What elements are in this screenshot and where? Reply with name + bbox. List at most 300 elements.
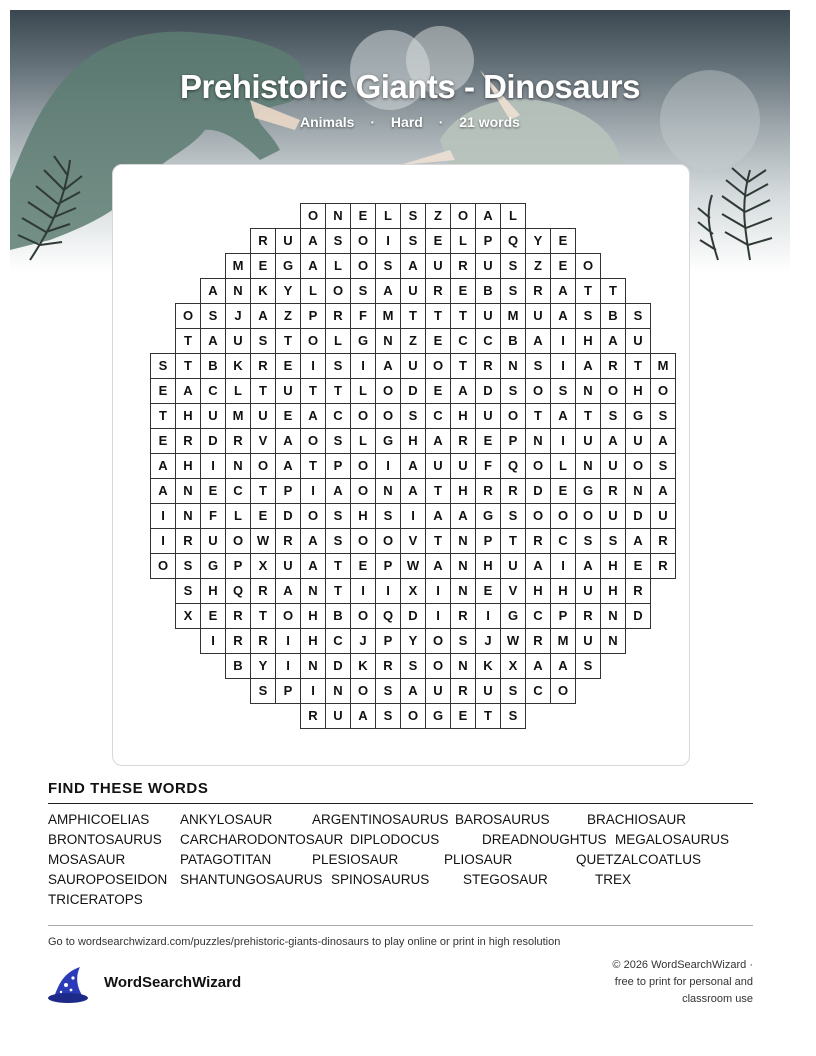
grid-cell[interactable]: A xyxy=(450,503,476,529)
grid-cell[interactable]: M xyxy=(550,628,576,654)
grid-cell[interactable]: T xyxy=(575,403,601,429)
grid-cell[interactable]: I xyxy=(300,678,326,704)
grid-cell[interactable]: T xyxy=(525,403,551,429)
grid-cell[interactable]: E xyxy=(475,578,501,604)
grid-cell[interactable]: A xyxy=(550,303,576,329)
grid-cell[interactable]: P xyxy=(475,228,501,254)
grid-cell[interactable]: N xyxy=(600,603,626,629)
grid-cell[interactable]: W xyxy=(250,528,276,554)
grid-cell[interactable]: A xyxy=(525,328,551,354)
grid-cell[interactable]: F xyxy=(475,453,501,479)
grid-cell[interactable]: A xyxy=(150,453,176,479)
grid-cell[interactable]: S xyxy=(400,403,426,429)
grid-cell[interactable]: M xyxy=(225,403,251,429)
grid-cell[interactable]: S xyxy=(500,278,526,304)
grid-cell[interactable]: R xyxy=(600,478,626,504)
grid-cell[interactable]: B xyxy=(200,353,226,379)
grid-cell[interactable]: N xyxy=(225,453,251,479)
grid-cell[interactable]: T xyxy=(250,603,276,629)
grid-cell[interactable]: S xyxy=(150,353,176,379)
grid-cell[interactable]: I xyxy=(550,353,576,379)
grid-cell[interactable]: A xyxy=(325,478,351,504)
grid-cell[interactable]: T xyxy=(425,478,451,504)
grid-cell[interactable]: C xyxy=(425,403,451,429)
grid-cell[interactable]: O xyxy=(525,378,551,404)
grid-cell[interactable]: H xyxy=(550,578,576,604)
grid-cell[interactable]: S xyxy=(575,303,601,329)
grid-cell[interactable]: L xyxy=(450,228,476,254)
grid-cell[interactable]: A xyxy=(175,378,201,404)
grid-cell[interactable]: A xyxy=(525,653,551,679)
grid-cell[interactable]: T xyxy=(600,278,626,304)
grid-cell[interactable]: D xyxy=(400,378,426,404)
grid-cell[interactable]: G xyxy=(425,703,451,729)
grid-cell[interactable]: U xyxy=(475,403,501,429)
grid-cell[interactable]: G xyxy=(500,603,526,629)
grid-cell[interactable]: I xyxy=(550,328,576,354)
grid-cell[interactable]: U xyxy=(275,553,301,579)
grid-cell[interactable]: R xyxy=(175,428,201,454)
grid-cell[interactable]: U xyxy=(225,328,251,354)
grid-cell[interactable]: H xyxy=(600,553,626,579)
grid-cell[interactable]: U xyxy=(275,378,301,404)
grid-cell[interactable]: S xyxy=(600,528,626,554)
grid-cell[interactable]: Q xyxy=(375,603,401,629)
grid-cell[interactable]: T xyxy=(175,353,201,379)
grid-cell[interactable]: T xyxy=(150,403,176,429)
grid-cell[interactable]: T xyxy=(300,453,326,479)
grid-cell[interactable]: E xyxy=(350,553,376,579)
grid-cell[interactable]: S xyxy=(650,403,676,429)
grid-cell[interactable]: S xyxy=(325,228,351,254)
grid-cell[interactable]: R xyxy=(425,278,451,304)
grid-cell[interactable]: R xyxy=(225,428,251,454)
grid-cell[interactable]: W xyxy=(500,628,526,654)
grid-cell[interactable]: P xyxy=(500,428,526,454)
grid-cell[interactable]: E xyxy=(200,478,226,504)
grid-cell[interactable]: A xyxy=(375,278,401,304)
grid-cell[interactable]: O xyxy=(350,603,376,629)
grid-cell[interactable]: U xyxy=(650,503,676,529)
grid-cell[interactable]: T xyxy=(250,478,276,504)
grid-cell[interactable]: R xyxy=(525,628,551,654)
grid-cell[interactable]: S xyxy=(500,378,526,404)
grid-cell[interactable]: R xyxy=(250,228,276,254)
grid-cell[interactable]: L xyxy=(500,203,526,229)
grid-cell[interactable]: O xyxy=(300,503,326,529)
grid-cell[interactable]: A xyxy=(425,553,451,579)
grid-cell[interactable]: S xyxy=(200,303,226,329)
grid-cell[interactable]: U xyxy=(575,628,601,654)
grid-cell[interactable]: S xyxy=(375,503,401,529)
grid-cell[interactable]: O xyxy=(325,278,351,304)
grid-cell[interactable]: L xyxy=(325,253,351,279)
grid-cell[interactable]: O xyxy=(350,403,376,429)
grid-cell[interactable]: S xyxy=(525,353,551,379)
grid-cell[interactable]: E xyxy=(425,228,451,254)
grid-cell[interactable]: H xyxy=(175,403,201,429)
grid-cell[interactable]: X xyxy=(500,653,526,679)
grid-cell[interactable]: R xyxy=(600,353,626,379)
grid-cell[interactable]: A xyxy=(300,228,326,254)
grid-cell[interactable]: E xyxy=(250,253,276,279)
grid-cell[interactable]: N xyxy=(375,328,401,354)
grid-cell[interactable]: P xyxy=(325,453,351,479)
grid-cell[interactable]: R xyxy=(450,603,476,629)
grid-cell[interactable]: I xyxy=(425,603,451,629)
grid-cell[interactable]: N xyxy=(300,653,326,679)
grid-cell[interactable]: R xyxy=(250,628,276,654)
grid-cell[interactable]: U xyxy=(200,403,226,429)
grid-cell[interactable]: S xyxy=(325,353,351,379)
grid-cell[interactable]: A xyxy=(600,328,626,354)
grid-cell[interactable]: S xyxy=(375,703,401,729)
grid-cell[interactable]: A xyxy=(300,253,326,279)
grid-cell[interactable]: O xyxy=(350,528,376,554)
grid-cell[interactable]: T xyxy=(400,303,426,329)
grid-cell[interactable]: I xyxy=(300,353,326,379)
grid-cell[interactable]: N xyxy=(450,653,476,679)
grid-cell[interactable]: S xyxy=(400,653,426,679)
grid-cell[interactable]: R xyxy=(275,528,301,554)
grid-cell[interactable]: K xyxy=(250,278,276,304)
grid-cell[interactable]: H xyxy=(300,603,326,629)
grid-cell[interactable]: E xyxy=(475,428,501,454)
grid-cell[interactable]: N xyxy=(625,478,651,504)
grid-cell[interactable]: E xyxy=(425,378,451,404)
grid-cell[interactable]: O xyxy=(375,528,401,554)
grid-cell[interactable]: I xyxy=(300,478,326,504)
grid-cell[interactable]: C xyxy=(550,528,576,554)
grid-cell[interactable]: O xyxy=(425,353,451,379)
grid-cell[interactable]: A xyxy=(425,503,451,529)
grid-cell[interactable]: S xyxy=(625,303,651,329)
grid-cell[interactable]: L xyxy=(225,378,251,404)
grid-cell[interactable]: C xyxy=(325,628,351,654)
grid-cell[interactable]: E xyxy=(275,353,301,379)
grid-cell[interactable]: A xyxy=(300,403,326,429)
grid-cell[interactable]: M xyxy=(225,253,251,279)
grid-cell[interactable]: B xyxy=(600,303,626,329)
grid-cell[interactable]: T xyxy=(450,353,476,379)
grid-cell[interactable]: T xyxy=(300,378,326,404)
grid-cell[interactable]: R xyxy=(300,703,326,729)
grid-cell[interactable]: U xyxy=(250,403,276,429)
grid-cell[interactable]: I xyxy=(200,453,226,479)
grid-cell[interactable]: B xyxy=(500,328,526,354)
grid-cell[interactable]: S xyxy=(250,328,276,354)
grid-cell[interactable]: E xyxy=(550,478,576,504)
grid-cell[interactable]: A xyxy=(425,428,451,454)
grid-cell[interactable]: A xyxy=(575,553,601,579)
grid-cell[interactable]: U xyxy=(600,453,626,479)
grid-cell[interactable]: H xyxy=(475,553,501,579)
grid-cell[interactable]: L xyxy=(375,203,401,229)
grid-cell[interactable]: N xyxy=(300,578,326,604)
grid-cell[interactable]: A xyxy=(475,203,501,229)
grid-cell[interactable]: E xyxy=(275,403,301,429)
grid-cell[interactable]: D xyxy=(400,603,426,629)
grid-cell[interactable]: O xyxy=(375,378,401,404)
grid-cell[interactable]: S xyxy=(375,253,401,279)
grid-cell[interactable]: E xyxy=(550,228,576,254)
grid-cell[interactable]: S xyxy=(575,528,601,554)
grid-cell[interactable]: J xyxy=(475,628,501,654)
grid-cell[interactable]: J xyxy=(350,628,376,654)
grid-cell[interactable]: R xyxy=(225,628,251,654)
grid-cell[interactable]: U xyxy=(625,428,651,454)
grid-cell[interactable]: A xyxy=(300,553,326,579)
grid-cell[interactable]: A xyxy=(550,403,576,429)
grid-cell[interactable]: R xyxy=(450,678,476,704)
grid-cell[interactable]: O xyxy=(350,453,376,479)
grid-cell[interactable]: O xyxy=(525,453,551,479)
grid-cell[interactable]: S xyxy=(575,653,601,679)
grid-cell[interactable]: O xyxy=(425,653,451,679)
grid-cell[interactable]: R xyxy=(250,353,276,379)
grid-cell[interactable]: U xyxy=(275,228,301,254)
grid-cell[interactable]: Q xyxy=(225,578,251,604)
grid-cell[interactable]: S xyxy=(500,703,526,729)
grid-cell[interactable]: U xyxy=(400,353,426,379)
grid-cell[interactable]: X xyxy=(250,553,276,579)
grid-cell[interactable]: D xyxy=(200,428,226,454)
grid-cell[interactable]: A xyxy=(600,428,626,454)
grid-cell[interactable]: A xyxy=(350,703,376,729)
grid-cell[interactable]: U xyxy=(425,253,451,279)
grid-cell[interactable]: R xyxy=(475,353,501,379)
grid-cell[interactable]: R xyxy=(225,603,251,629)
grid-cell[interactable]: Q xyxy=(500,228,526,254)
grid-cell[interactable]: Z xyxy=(275,303,301,329)
grid-cell[interactable]: E xyxy=(150,378,176,404)
grid-cell[interactable]: R xyxy=(525,278,551,304)
grid-cell[interactable]: A xyxy=(550,653,576,679)
grid-cell[interactable]: C xyxy=(450,328,476,354)
grid-cell[interactable]: E xyxy=(550,253,576,279)
grid-cell[interactable]: A xyxy=(375,353,401,379)
grid-cell[interactable]: I xyxy=(400,503,426,529)
grid-cell[interactable]: U xyxy=(425,453,451,479)
grid-cell[interactable]: U xyxy=(400,278,426,304)
grid-cell[interactable]: S xyxy=(650,453,676,479)
grid-cell[interactable]: R xyxy=(500,478,526,504)
grid-cell[interactable]: A xyxy=(300,528,326,554)
grid-cell[interactable]: H xyxy=(575,328,601,354)
grid-cell[interactable]: H xyxy=(400,428,426,454)
grid-cell[interactable]: D xyxy=(625,503,651,529)
grid-cell[interactable]: W xyxy=(400,553,426,579)
grid-cell[interactable]: N xyxy=(325,678,351,704)
grid-cell[interactable]: O xyxy=(350,678,376,704)
grid-cell[interactable]: A xyxy=(275,453,301,479)
grid-cell[interactable]: O xyxy=(225,528,251,554)
grid-cell[interactable]: Z xyxy=(400,328,426,354)
grid-cell[interactable]: S xyxy=(250,678,276,704)
grid-cell[interactable]: G xyxy=(375,428,401,454)
grid-cell[interactable]: R xyxy=(625,578,651,604)
grid-cell[interactable]: S xyxy=(500,678,526,704)
grid-cell[interactable]: L xyxy=(225,503,251,529)
grid-cell[interactable]: V xyxy=(400,528,426,554)
grid-cell[interactable]: P xyxy=(275,478,301,504)
grid-cell[interactable]: R xyxy=(450,428,476,454)
grid-cell[interactable]: A xyxy=(400,478,426,504)
grid-cell[interactable]: R xyxy=(575,603,601,629)
grid-cell[interactable]: N xyxy=(175,478,201,504)
grid-cell[interactable]: B xyxy=(225,653,251,679)
grid-cell[interactable]: L xyxy=(550,453,576,479)
grid-cell[interactable]: A xyxy=(200,328,226,354)
grid-cell[interactable]: V xyxy=(500,578,526,604)
grid-cell[interactable]: U xyxy=(575,428,601,454)
grid-cell[interactable]: U xyxy=(475,253,501,279)
grid-cell[interactable]: L xyxy=(350,428,376,454)
grid-cell[interactable]: O xyxy=(450,203,476,229)
grid-cell[interactable]: D xyxy=(475,378,501,404)
grid-cell[interactable]: D xyxy=(525,478,551,504)
grid-cell[interactable]: D xyxy=(325,653,351,679)
grid-cell[interactable]: H xyxy=(600,578,626,604)
grid-cell[interactable]: T xyxy=(475,703,501,729)
grid-cell[interactable]: S xyxy=(175,578,201,604)
grid-cell[interactable]: E xyxy=(150,428,176,454)
grid-cell[interactable]: R xyxy=(450,253,476,279)
grid-cell[interactable]: I xyxy=(350,578,376,604)
grid-cell[interactable]: A xyxy=(650,428,676,454)
grid-cell[interactable]: O xyxy=(250,453,276,479)
grid-cell[interactable]: U xyxy=(200,528,226,554)
grid-cell[interactable]: U xyxy=(600,503,626,529)
grid-cell[interactable]: A xyxy=(150,478,176,504)
grid-cell[interactable]: O xyxy=(350,228,376,254)
grid-cell[interactable]: Y xyxy=(250,653,276,679)
grid-cell[interactable]: I xyxy=(475,603,501,629)
grid-cell[interactable]: O xyxy=(625,453,651,479)
grid-cell[interactable]: N xyxy=(225,278,251,304)
grid-cell[interactable]: E xyxy=(250,503,276,529)
grid-cell[interactable]: L xyxy=(350,378,376,404)
grid-cell[interactable]: T xyxy=(425,528,451,554)
grid-cell[interactable]: H xyxy=(450,403,476,429)
grid-cell[interactable]: S xyxy=(500,253,526,279)
grid-cell[interactable]: A xyxy=(650,478,676,504)
grid-cell[interactable]: U xyxy=(325,703,351,729)
grid-cell[interactable]: T xyxy=(575,278,601,304)
grid-cell[interactable]: D xyxy=(625,603,651,629)
grid-cell[interactable]: H xyxy=(175,453,201,479)
grid-cell[interactable]: F xyxy=(350,303,376,329)
grid-cell[interactable]: O xyxy=(275,603,301,629)
grid-cell[interactable]: T xyxy=(325,578,351,604)
grid-cell[interactable]: K xyxy=(225,353,251,379)
grid-cell[interactable]: A xyxy=(400,253,426,279)
grid-cell[interactable]: E xyxy=(425,328,451,354)
grid-cell[interactable]: Y xyxy=(525,228,551,254)
grid-cell[interactable]: G xyxy=(275,253,301,279)
grid-cell[interactable]: N xyxy=(450,578,476,604)
grid-cell[interactable]: G xyxy=(475,503,501,529)
grid-cell[interactable]: T xyxy=(325,553,351,579)
grid-cell[interactable]: O xyxy=(300,328,326,354)
grid-cell[interactable]: O xyxy=(375,403,401,429)
grid-cell[interactable]: O xyxy=(575,503,601,529)
grid-cell[interactable]: N xyxy=(175,503,201,529)
grid-cell[interactable]: U xyxy=(425,678,451,704)
grid-cell[interactable]: A xyxy=(275,578,301,604)
grid-cell[interactable]: T xyxy=(450,303,476,329)
grid-cell[interactable]: A xyxy=(550,278,576,304)
grid-cell[interactable]: C xyxy=(225,478,251,504)
grid-cell[interactable]: C xyxy=(525,603,551,629)
grid-cell[interactable]: R xyxy=(175,528,201,554)
grid-cell[interactable]: L xyxy=(325,328,351,354)
grid-cell[interactable]: S xyxy=(550,378,576,404)
grid-cell[interactable]: G xyxy=(575,478,601,504)
grid-cell[interactable]: F xyxy=(200,503,226,529)
grid-cell[interactable]: T xyxy=(625,353,651,379)
grid-cell[interactable]: O xyxy=(350,478,376,504)
grid-cell[interactable]: A xyxy=(400,678,426,704)
grid-cell[interactable]: R xyxy=(250,578,276,604)
grid-cell[interactable]: U xyxy=(500,553,526,579)
grid-cell[interactable]: E xyxy=(625,553,651,579)
grid-cell[interactable]: R xyxy=(650,528,676,554)
grid-cell[interactable]: Y xyxy=(400,628,426,654)
grid-cell[interactable]: X xyxy=(175,603,201,629)
grid-cell[interactable]: U xyxy=(625,328,651,354)
grid-cell[interactable]: N xyxy=(450,528,476,554)
grid-cell[interactable]: H xyxy=(525,578,551,604)
grid-cell[interactable]: P xyxy=(275,678,301,704)
grid-cell[interactable]: S xyxy=(325,528,351,554)
grid-cell[interactable]: H xyxy=(450,478,476,504)
grid-cell[interactable]: C xyxy=(325,403,351,429)
grid-cell[interactable]: T xyxy=(275,328,301,354)
grid-cell[interactable]: K xyxy=(475,653,501,679)
grid-cell[interactable]: I xyxy=(150,528,176,554)
grid-cell[interactable]: M xyxy=(375,303,401,329)
grid-cell[interactable]: S xyxy=(500,503,526,529)
grid-cell[interactable]: I xyxy=(150,503,176,529)
grid-cell[interactable]: M xyxy=(500,303,526,329)
grid-cell[interactable]: P xyxy=(475,528,501,554)
grid-cell[interactable]: Y xyxy=(275,278,301,304)
grid-cell[interactable]: A xyxy=(525,553,551,579)
grid-cell[interactable]: S xyxy=(350,278,376,304)
grid-cell[interactable]: I xyxy=(550,428,576,454)
grid-cell[interactable]: N xyxy=(600,628,626,654)
grid-cell[interactable]: O xyxy=(175,303,201,329)
grid-cell[interactable]: N xyxy=(500,353,526,379)
grid-cell[interactable]: G xyxy=(625,403,651,429)
grid-cell[interactable]: I xyxy=(550,553,576,579)
grid-cell[interactable]: T xyxy=(250,378,276,404)
grid-cell[interactable]: U xyxy=(525,303,551,329)
grid-cell[interactable]: O xyxy=(525,503,551,529)
grid-cell[interactable]: S xyxy=(400,228,426,254)
grid-cell[interactable]: I xyxy=(375,228,401,254)
grid-cell[interactable]: A xyxy=(275,428,301,454)
grid-cell[interactable]: B xyxy=(475,278,501,304)
grid-cell[interactable]: K xyxy=(350,653,376,679)
grid-cell[interactable]: J xyxy=(225,303,251,329)
grid-cell[interactable]: R xyxy=(525,528,551,554)
grid-cell[interactable]: V xyxy=(250,428,276,454)
grid-cell[interactable]: Z xyxy=(425,203,451,229)
grid-cell[interactable]: T xyxy=(175,328,201,354)
grid-cell[interactable]: H xyxy=(350,503,376,529)
